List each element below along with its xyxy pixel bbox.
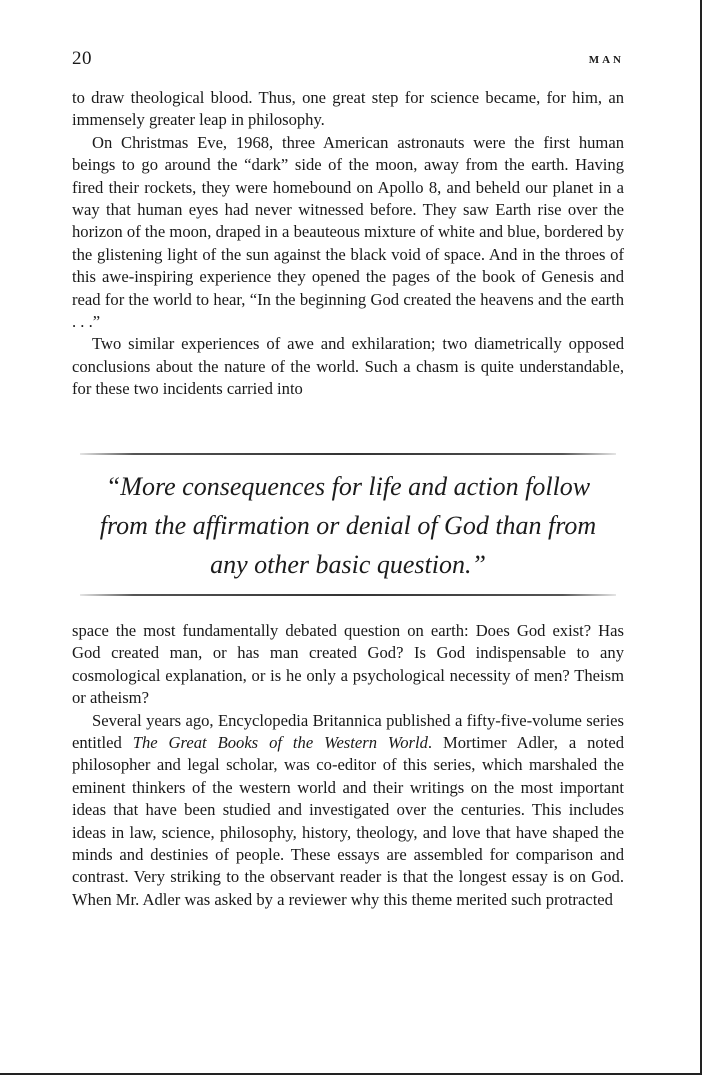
paragraph-text: Several years ago, Encyclopedia Britannica published a fifty-five-volume series entitled xyxy=(72,710,624,753)
pull-quote xyxy=(72,445,624,605)
paragraph-continuation: to draw theological blood. Thus, one great step for science became, for him, an immensely greater leap in philosophy. xyxy=(72,88,624,130)
pull-quote-bottom-rule xyxy=(80,594,616,596)
running-head: MAN xyxy=(588,54,624,66)
pull-quote-top-rule xyxy=(80,453,616,455)
paragraph-apollo: On Christmas Eve, 1968, three American astronauts were the first human beings to go around the “dark” side of the moon, away from the earth. Having fired their rockets, they were homebound on Apollo 8, and beheld our planet in a way that human eyes had never witnessed before. They saw Earth rise over the horizon of the moon, draped in a beauteous mixture of white and blue, bordered by the glistening light of the sun against the black void of space. And in the throes of this awe-inspiring experience they opened the pages of the book of Genesis and read for the world to hear, “In the beginning God created the heavens and the earth . . .” xyxy=(72,132,624,332)
pull-quote-line: from the affirmation or denial of God than from xyxy=(99,511,597,540)
page-header xyxy=(72,48,624,74)
body-text-top xyxy=(72,87,624,401)
body-text-bottom xyxy=(72,620,624,911)
pull-quote-text xyxy=(72,467,624,584)
paragraph-text: . Mortimer Adler, a noted philosopher and legal scholar, was co-editor of this series, which marshaled the eminent thinkers of the western world and their writings on the most important ideas that have been studied and investigated over the centuries. This includes ideas in law, science, philosophy, history, theology, and love that have shaped the minds and destinies of people. These essays are assembled for comparison and contrast. Very striking to the observant reader is that the longest essay is on God. When Mr. Adler was asked by a reviewer why this theme merited such protracted xyxy=(72,733,624,909)
pull-quote-line: “More consequences for life and action follow xyxy=(105,472,591,501)
paragraph-question: space the most fundamentally debated question on earth: Does God exist? Has God created man, or has man created God? Is God indispensable to any cosmological explanation, or is he only a psychological necessity of men? Theism or atheism? xyxy=(72,621,624,708)
book-series-title: The Great Books of the Western World xyxy=(132,733,428,753)
pull-quote-line: any other basic question.” xyxy=(210,550,486,579)
paragraph-britannica xyxy=(72,710,624,912)
paragraph-two-experiences: Two similar experiences of awe and exhilaration; two diametrically opposed conclusions about the nature of the world. Such a chasm is quite understandable, for these two incidents carried into xyxy=(72,334,624,399)
page-number: 20 xyxy=(72,48,92,69)
